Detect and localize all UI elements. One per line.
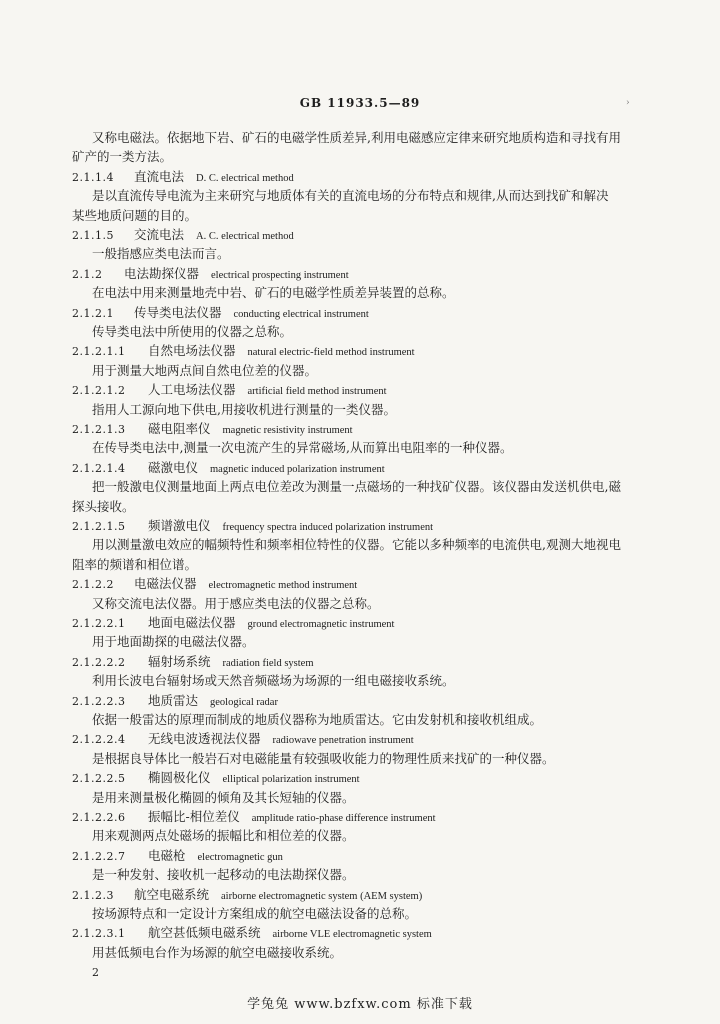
body-line: 阻率的频谱和相位谱。: [72, 556, 198, 572]
term-entry: [72, 380, 387, 400]
entry-term: 椭圆极化仪: [148, 770, 211, 786]
entry-number: 2.1.2.3: [72, 888, 114, 902]
body-line: 在电法中用来测量地壳中岩、矿石的电磁学性质差异装置的总称。: [92, 285, 455, 301]
entry-term: 自然电场法仪器: [148, 343, 236, 359]
term-entry: [72, 885, 422, 905]
entry-number: 2.1.2.1.5: [72, 520, 126, 533]
standard-header: GB 11933.5—89: [299, 96, 421, 110]
entry-english: natural electric-field method instrument: [247, 347, 415, 359]
body-line: 某些地质问题的目的。: [72, 207, 198, 223]
entry-number: 2.1.2.1.3: [72, 423, 126, 436]
term-entry: [72, 419, 353, 439]
entry-number: 2.1.1.4: [72, 170, 114, 184]
entry-term: 振幅比-相位差仪: [148, 809, 240, 824]
entry-number: 2.1.2.2.4: [72, 733, 126, 747]
body-line: 用于地面勘探的电磁法仪器。: [92, 634, 255, 650]
entry-english: radiation field system: [222, 657, 314, 669]
body-line: 用来观测两点处磁场的振幅比和相位差的仪器。: [92, 828, 355, 844]
entry-english: frequency spectra induced polarization instrument: [222, 522, 434, 533]
term-entry: [72, 652, 314, 672]
entry-english: airborne electromagnetic system (AEM system): [221, 890, 423, 902]
entry-term: 直流电法: [134, 168, 185, 184]
entry-english: geological radar: [210, 696, 278, 708]
header-mark: ›: [626, 98, 630, 108]
entry-number: 2.1.1.5: [72, 229, 114, 242]
entry-english: electromagnetic gun: [197, 851, 283, 863]
entry-english: magnetic resistivity instrument: [222, 425, 353, 436]
entry-term: 电磁枪: [148, 847, 186, 863]
term-entry: [72, 225, 294, 245]
body-line: 传导类电法中所使用的仪器之总称。: [92, 324, 293, 339]
entry-english: elliptical polarization instrument: [222, 774, 360, 786]
body-line: 又称交流电法仪器。用于感应类电法的仪器之总称。: [92, 595, 380, 611]
watermark-footer: 学兔兔 www.bzfxw.com 标准下载: [247, 997, 473, 1012]
entry-term: 辐射场系统: [148, 653, 211, 669]
term-entry: [72, 303, 369, 323]
entry-term: 电磁法仪器: [134, 576, 197, 592]
body-line: 在传导类电法中,测量一次电流产生的异常磁场,从而算出电阻率的一种仪器。: [92, 440, 513, 456]
entry-english: conducting electrical instrument: [233, 308, 369, 320]
body-line: 探头接收。: [72, 498, 135, 514]
body-line: 利用长波电台辐射场或天然音频磁场为场源的一组电磁接收系统。: [92, 673, 455, 689]
entry-english: electrical prospecting instrument: [211, 269, 349, 281]
body-line: 一般指感应类电法而言。: [92, 246, 230, 262]
entry-term: 地质雷达: [148, 692, 199, 708]
entry-number: 2.1.2.1.1: [72, 345, 126, 359]
entry-number: 2.1.2.2.6: [72, 811, 126, 824]
body-line: 用于测量大地两点间自然电位差的仪器。: [92, 362, 318, 378]
body-line: 按场源特点和一定设计方案组成的航空电磁法设备的总称。: [92, 906, 418, 921]
entry-number: 2.1.2.3.1: [72, 927, 126, 941]
term-entry: [72, 691, 278, 711]
entry-english: magnetic induced polarization instrument: [210, 463, 385, 475]
entry-number: 2.1.2.1.2: [72, 384, 126, 398]
entry-term: 电法勘探仪器: [124, 265, 200, 281]
entry-number: 2.1.2.2.7: [72, 849, 126, 863]
term-entry: [72, 167, 294, 187]
entry-english: artificial field method instrument: [247, 386, 387, 398]
entry-term: 人工电场法仪器: [148, 382, 236, 398]
entry-english: radiowave penetration instrument: [272, 735, 414, 747]
body-line: 矿产的一类方法。: [72, 149, 173, 165]
body-line: 是用来测量极化椭圆的倾角及其长短轴的仪器。: [92, 789, 355, 805]
body-line: 指用人工源向地下供电,用接收机进行测量的一类仪器。: [92, 401, 396, 417]
entry-term: 地面电磁法仪器: [148, 615, 236, 630]
entry-number: 2.1.2.2.5: [72, 772, 126, 786]
entry-english: airborne VLE electromagnetic system: [272, 929, 432, 941]
entry-term: 频谱激电仪: [148, 518, 211, 533]
entry-term: 磁激电仪: [148, 459, 199, 475]
entry-number: 2.1.2.2.3: [72, 694, 126, 708]
entry-term: 传导类电法仪器: [134, 304, 222, 320]
entry-english: ground electromagnetic instrument: [247, 619, 395, 630]
entry-term: 磁电阻率仪: [148, 421, 211, 436]
term-entry: [72, 613, 394, 633]
entry-term: 无线电波透视法仪器: [148, 731, 261, 747]
body-line: 依据一般雷达的原理而制成的地质仪器称为地质雷达。它由发射机和接收机组成。: [92, 712, 543, 727]
entry-number: 2.1.2.1: [72, 306, 114, 320]
entry-number: 2.1.2.2.1: [72, 617, 126, 630]
term-entry: [72, 923, 432, 943]
body-line: 用甚低频电台作为场源的航空电磁接收系统。: [92, 944, 343, 960]
entry-term: 航空电磁系统: [134, 886, 210, 902]
entry-english: electromagnetic method instrument: [208, 580, 358, 592]
term-entry: [72, 574, 357, 594]
term-entry: [72, 807, 436, 827]
entry-number: 2.1.2.1.4: [72, 461, 126, 475]
body-line: 用以测量激电效应的幅频特性和频率相位特性的仪器。它能以多种频率的电流供电,观测大地视电: [92, 537, 621, 553]
body-line: 又称电磁法。依据地下岩、矿石的电磁学性质差异,利用电磁感应定律来研究地质构造和寻找有用: [92, 130, 621, 145]
term-entry: [72, 264, 349, 284]
entry-english: A. C. electrical method: [196, 231, 294, 242]
entry-english: D. C. electrical method: [196, 172, 294, 184]
entry-english: amplitude ratio-phase difference instrument: [251, 813, 436, 824]
entry-number: 2.1.2: [72, 267, 103, 281]
body-line: 是以直流传导电流为主来研究与地质体有关的直流电场的分布特点和规律,从而达到找矿和解决: [92, 188, 609, 204]
term-entry: [72, 341, 415, 361]
entry-number: 2.1.2.2.2: [72, 655, 126, 669]
term-entry: [72, 516, 433, 536]
body-line: 是根据良导体比一般岩石对电磁能量有较强吸收能力的物理性质来找矿的一种仪器。: [92, 750, 555, 766]
body-line: 是一种发射、接收机一起移动的电法勘探仪器。: [92, 867, 355, 883]
page-number: 2: [92, 966, 99, 979]
entry-term: 航空甚低频电磁系统: [148, 925, 261, 941]
term-entry: [72, 846, 283, 866]
term-entry: [72, 729, 414, 749]
term-entry: [72, 458, 385, 478]
term-entry: [72, 768, 360, 788]
entry-number: 2.1.2.2: [72, 578, 114, 592]
body-line: 把一般激电仪测量地面上两点电位差改为测量一点磁场的一种找矿仪器。该仪器由发送机供电,磁: [92, 479, 621, 495]
entry-term: 交流电法: [134, 227, 185, 242]
